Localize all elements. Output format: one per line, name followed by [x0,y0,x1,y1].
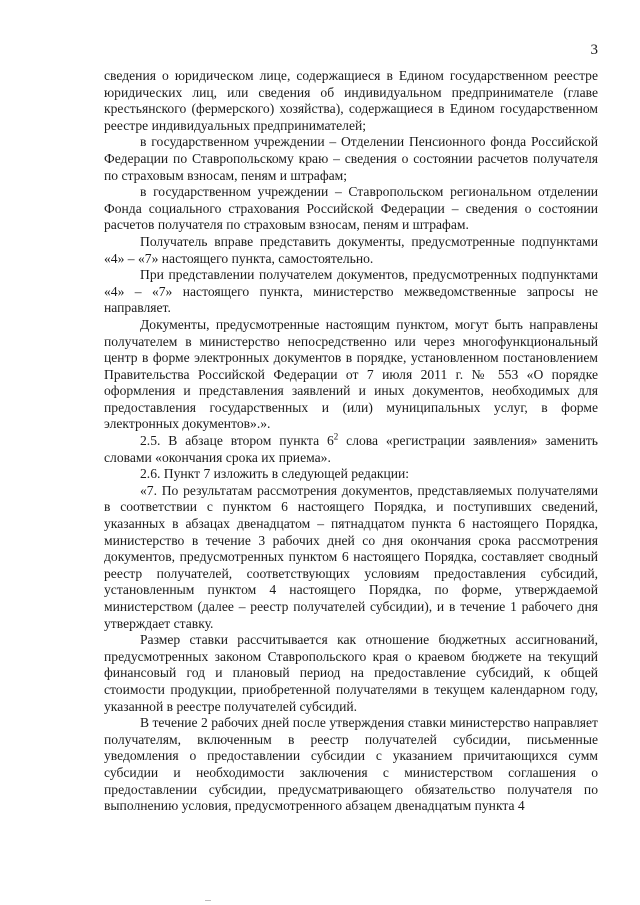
scan-mark [205,900,211,901]
paragraph: Размер ставки рассчитывается как отношение бюджетных ассигнований, предусмотренных законом Ставропольского края о краевом бюджете на текущий финансовый год и плановый период на предоставление субсидий, к общей стоимости продукции, приобретенной получателями в текущем календарном году, указанной в реестре получателей субсидий. [104,632,598,714]
paragraph: В течение 2 рабочих дней после утверждения ставки министерство направляет получателям, включенным в реестр получателей субсидии, письменные уведомления о предоставлении субсидии с указанием причитающихся сумм субсидии и необходимости заключения с министерством соглашения о предоставлении субсидии, предусматривающего обязательство получателя по выполнению условия, предусмотренного абзацем двенадцатым пункта 4 [104,715,598,814]
document-body [104,68,598,815]
paragraph: При представлении получателем документов, предусмотренных подпунктами «4» – «7» настоящего пункта, министерство межведомственные запросы не направляет. [104,267,598,316]
paragraph-item-2-5 [104,433,598,466]
item-2-5-superscript: 2 [333,431,339,442]
paragraph: в государственном учреждении – Ставропольском региональном отделении Фонда социального страхования Российской Федерации – сведения о состоянии расчетов получателя по страховым взносам, пеням и штрафам. [104,184,598,233]
item-2-5-suffix: слова «регистрации заявления» заменить словами «окончания срока их приема». [104,433,599,465]
paragraph: «7. По результатам рассмотрения документов, представляемых получателями в соответствии с пунктом 6 настоящего Порядка, и поступивших сведений, указанных в абзацах двенадцатом – пятнадцатом пункта 6 настоящего Порядка, министерство в течение 3 рабочих дней со дня окончания срока рассмотрения документов, предусмотренных пунктом 6 настоящего Порядка, составляет сводный реестр получателей, соответствующих условиям предоставления субсидий, установленным пунктом 4 настоящего Порядка, по форме, утверждаемой министерством (далее – реестр получателей субсидии), и в течение 1 рабочего дня утверждает ставку. [104,482,598,631]
item-2-5-prefix: 2.5. В абзаце втором пункта 6 [140,433,334,449]
paragraph: в государственном учреждении – Отделении Пенсионного фонда Российской Федерации по Ставропольскому краю – сведения о состоянии расчетов получателя по страховым взносам, пеням и штрафам; [104,134,598,183]
page-number: 3 [590,42,598,58]
paragraph: Получатель вправе представить документы, предусмотренные подпунктами «4» – «7» настоящего пункта, самостоятельно. [104,233,598,266]
paragraph: Документы, предусмотренные настоящим пунктом, могут быть направлены получателем в министерство непосредственно или через многофункциональный центр в форме электронных документов в порядке, установленном постановлением Правительства Российской Федерации от 7 июля 2011 г. № 553 «О порядке оформления и представления заявлений и иных документов, необходимых для предоставления государственных и (или) муниципальных услуг, в форме электронных документов».». [104,316,598,432]
paragraph: сведения о юридическом лице, содержащиеся в Едином государственном реестре юридических лиц, или сведения об индивидуальном предпринимателе (главе крестьянского (фермерского) хозяйства), содержащиеся в Едином государственном реестре индивидуальных предпринимателей; [104,68,598,133]
paragraph: 2.6. Пункт 7 изложить в следующей редакции: [140,466,410,482]
